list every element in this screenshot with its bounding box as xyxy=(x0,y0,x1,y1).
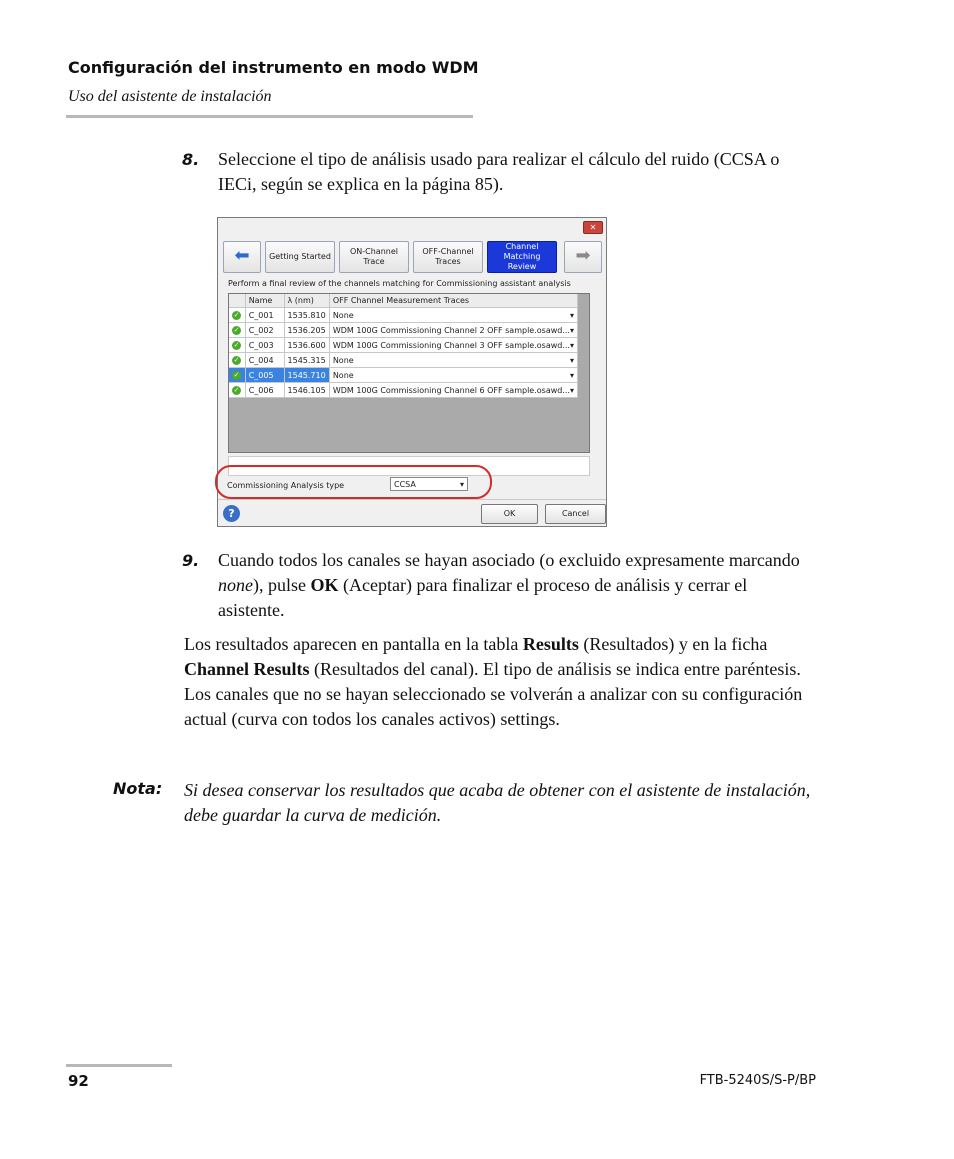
dropdown-arrow-icon: ▾ xyxy=(569,340,574,350)
channel-name: C_004 xyxy=(245,353,284,368)
footer-divider xyxy=(66,1064,172,1067)
help-icon[interactable]: ? xyxy=(223,505,240,522)
highlight-oval xyxy=(215,465,492,499)
check-icon: ✓ xyxy=(233,326,240,334)
analysis-type-label: Commissioning Analysis type xyxy=(227,481,345,490)
model-name: FTB-5240S/S-P/BP xyxy=(699,1073,816,1088)
column-header-off-trace: OFF Channel Measurement Traces xyxy=(329,294,577,308)
commissioning-assistant-dialog xyxy=(217,217,607,527)
dropdown-arrow-icon: ▾ xyxy=(569,310,574,320)
off-trace-select[interactable] xyxy=(329,353,577,368)
results-term: Results xyxy=(522,634,579,654)
check-icon: ✓ xyxy=(233,311,240,319)
off-trace-value: WDM 100G Commissioning Channel 6 OFF sample.osawd... xyxy=(332,385,570,395)
check-icon: ✓ xyxy=(233,341,240,349)
table-row[interactable] xyxy=(229,308,578,323)
note-label: Nota: xyxy=(113,779,163,798)
cancel-button[interactable]: Cancel xyxy=(545,504,606,524)
none-term: none xyxy=(218,575,253,595)
off-trace-value: None xyxy=(332,310,354,320)
table-row-selected[interactable] xyxy=(229,368,578,383)
channel-wavelength: 1545.315 xyxy=(284,353,329,368)
off-trace-select[interactable] xyxy=(329,338,577,353)
ok-button[interactable]: OK xyxy=(481,504,538,524)
off-trace-value: None xyxy=(332,355,354,365)
column-header-name: Name xyxy=(245,294,284,308)
header-divider xyxy=(66,115,473,118)
off-trace-select[interactable] xyxy=(329,308,577,323)
dropdown-arrow-icon: ▾ xyxy=(569,355,574,365)
table-row[interactable] xyxy=(229,383,578,398)
channel-wavelength: 1535.810 xyxy=(284,308,329,323)
off-trace-select[interactable] xyxy=(329,368,577,383)
check-icon: ✓ xyxy=(233,386,240,394)
close-button[interactable]: ✕ xyxy=(583,221,603,234)
back-arrow-icon[interactable]: ⬅ xyxy=(223,241,261,273)
dropdown-arrow-icon: ▾ xyxy=(459,479,464,489)
check-icon: ✓ xyxy=(233,371,240,379)
step-text: Cuando todos los canales se hayan asociado (o excluido expresamente marcando none), pulse OK (Aceptar) para finalizar el proceso de análisis y cerrar el asistente. xyxy=(218,550,800,620)
tab-off-channel-traces[interactable]: OFF-Channel Traces xyxy=(413,241,483,273)
instruction-text: Perform a final review of the channels matching for Commissioning assistant analysis xyxy=(228,279,571,288)
results-paragraph: Los resultados aparecen en pantalla en la tabla Results (Resultados) y en la ficha Channel Results (Resultados del canal). El tipo de análisis se indica entre paréntesis. Los canales que no se hayan seleccionado se volverán a analizar con su configuración actual (curva con todos los canales activos) settings. xyxy=(184,634,803,729)
table-row[interactable] xyxy=(229,353,578,368)
dropdown-arrow-icon: ▾ xyxy=(569,385,574,395)
step-number: 8. xyxy=(182,150,200,169)
tab-on-channel-trace[interactable]: ON-Channel Trace xyxy=(339,241,409,273)
ok-term: OK xyxy=(310,575,339,595)
dialog-divider xyxy=(218,499,606,500)
off-trace-value: None xyxy=(332,370,354,380)
forward-arrow-icon[interactable]: ➡ xyxy=(564,241,602,273)
column-header-wavelength: λ (nm) xyxy=(284,294,329,308)
step-text: Seleccione el tipo de análisis usado para realizar el cálculo del ruido (CCSA o IECi, según se explica en la página 85). xyxy=(218,149,780,194)
channel-wavelength: 1536.600 xyxy=(284,338,329,353)
check-icon: ✓ xyxy=(233,356,240,364)
dropdown-arrow-icon: ▾ xyxy=(569,370,574,380)
page-number: 92 xyxy=(68,1072,89,1090)
channel-name: C_005 xyxy=(245,368,284,383)
channel-name: C_006 xyxy=(245,383,284,398)
off-trace-select[interactable] xyxy=(329,383,577,398)
dropdown-arrow-icon: ▾ xyxy=(569,325,574,335)
note-text: Si desea conservar los resultados que acaba de obtener con el asistente de instalación, debe guardar la curva de medición. xyxy=(184,780,811,825)
channel-results-term: Channel Results xyxy=(184,659,310,679)
table-row[interactable] xyxy=(229,323,578,338)
tab-channel-matching-review[interactable]: Channel Matching Review xyxy=(487,241,557,273)
off-trace-value: WDM 100G Commissioning Channel 2 OFF sample.osawd... xyxy=(332,325,570,335)
channel-name: C_003 xyxy=(245,338,284,353)
tab-getting-started[interactable]: Getting Started xyxy=(265,241,335,273)
analysis-type-value: CCSA xyxy=(394,479,416,489)
table-header xyxy=(229,294,578,308)
column-header-status xyxy=(229,294,245,308)
step-number: 9. xyxy=(182,551,200,570)
channel-matching-table xyxy=(228,293,590,453)
table-row[interactable] xyxy=(229,338,578,353)
channel-name: C_001 xyxy=(245,308,284,323)
section-title: Configuración del instrumento en modo WDM xyxy=(68,58,479,77)
channel-name: C_002 xyxy=(245,323,284,338)
channel-wavelength: 1536.205 xyxy=(284,323,329,338)
section-subtitle: Uso del asistente de instalación xyxy=(68,88,272,105)
channel-wavelength: 1545.710 xyxy=(284,368,329,383)
off-trace-select[interactable] xyxy=(329,323,577,338)
channel-wavelength: 1546.105 xyxy=(284,383,329,398)
off-trace-value: WDM 100G Commissioning Channel 3 OFF sample.osawd... xyxy=(332,340,570,350)
